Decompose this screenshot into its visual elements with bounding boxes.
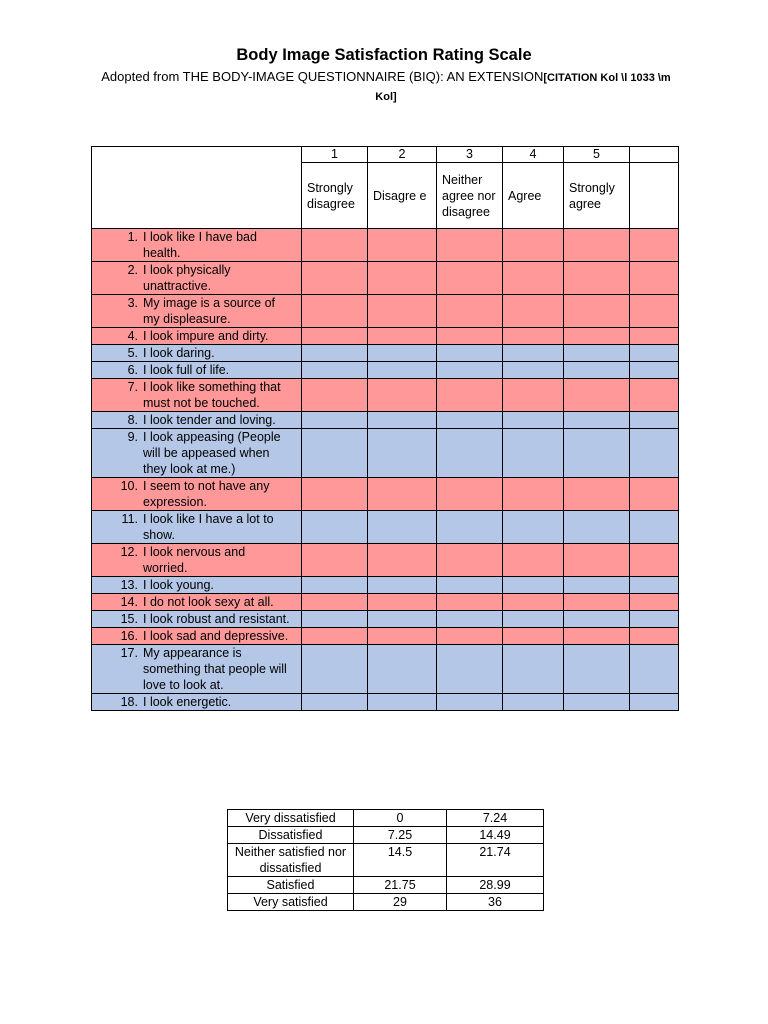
rating-response-cell[interactable]: [437, 295, 503, 328]
rating-item-cell: [92, 295, 302, 328]
rating-response-cell[interactable]: [503, 412, 564, 429]
rating-response-cell[interactable]: [503, 379, 564, 412]
header-number: 1: [302, 147, 368, 163]
rating-response-cell[interactable]: [302, 412, 368, 429]
rating-response-cell[interactable]: [630, 362, 679, 379]
scale-max-cell: 36: [447, 894, 544, 911]
rating-item-row: [92, 412, 679, 429]
rating-response-cell[interactable]: [368, 412, 437, 429]
rating-response-cell[interactable]: [564, 379, 630, 412]
rating-response-cell[interactable]: [503, 478, 564, 511]
item-text: My appearance is something that people will love to look at.: [143, 646, 287, 692]
rating-response-cell[interactable]: [503, 577, 564, 594]
rating-response-cell[interactable]: [302, 328, 368, 345]
rating-response-cell[interactable]: [503, 594, 564, 611]
rating-response-cell[interactable]: [630, 379, 679, 412]
rating-response-cell[interactable]: [302, 345, 368, 362]
rating-response-cell[interactable]: [437, 478, 503, 511]
rating-response-cell[interactable]: [368, 379, 437, 412]
rating-response-cell[interactable]: [368, 262, 437, 295]
rating-response-cell[interactable]: [302, 694, 368, 711]
rating-response-cell[interactable]: [630, 328, 679, 345]
rating-response-cell[interactable]: [368, 594, 437, 611]
rating-response-cell[interactable]: [503, 645, 564, 694]
rating-response-cell[interactable]: [437, 511, 503, 544]
rating-response-cell[interactable]: [437, 362, 503, 379]
item-text: I do not look sexy at all.: [143, 595, 274, 609]
rating-response-cell[interactable]: [437, 645, 503, 694]
rating-item-cell: [92, 229, 302, 262]
header-label: Disagre e: [368, 163, 437, 229]
rating-response-cell[interactable]: [302, 544, 368, 577]
rating-item-row: [92, 379, 679, 412]
rating-response-cell[interactable]: [302, 295, 368, 328]
rating-response-cell[interactable]: [368, 362, 437, 379]
scale-category-cell: Very dissatisfied: [228, 810, 354, 827]
rating-response-cell[interactable]: [368, 628, 437, 645]
rating-response-cell[interactable]: [368, 577, 437, 594]
rating-item-row: [92, 362, 679, 379]
rating-response-cell[interactable]: [302, 577, 368, 594]
item-number: 18.: [120, 695, 138, 709]
item-text: I look appeasing (People will be appeased when they look at me.): [143, 430, 281, 476]
rating-item-cell: [92, 429, 302, 478]
item-text: I look sad and depressive.: [143, 629, 289, 643]
header-label: Strongly disagree: [302, 163, 368, 229]
header-label: Agree: [503, 163, 564, 229]
rating-item-row: [92, 478, 679, 511]
item-text: I look energetic.: [143, 695, 232, 709]
rating-item-cell: [92, 628, 302, 645]
rating-response-cell[interactable]: [437, 412, 503, 429]
page-subtitle: [96, 68, 676, 106]
scale-max-cell: 14.49: [447, 827, 544, 844]
scale-min-cell: 29: [354, 894, 447, 911]
rating-response-cell[interactable]: [368, 544, 437, 577]
scale-max-cell: 21.74: [447, 844, 544, 877]
rating-response-cell[interactable]: [564, 645, 630, 694]
rating-response-cell[interactable]: [437, 594, 503, 611]
rating-response-cell[interactable]: [564, 511, 630, 544]
rating-response-cell[interactable]: [630, 594, 679, 611]
item-number: 5.: [127, 346, 138, 360]
rating-response-cell[interactable]: [368, 611, 437, 628]
rating-response-cell[interactable]: [503, 628, 564, 645]
rating-response-cell[interactable]: [630, 229, 679, 262]
item-text: I look nervous and worried.: [143, 545, 246, 575]
item-text: I look daring.: [143, 346, 215, 360]
item-number: 13.: [120, 578, 138, 592]
rating-item-row: [92, 511, 679, 544]
item-number: 1.: [127, 230, 138, 244]
rating-response-cell[interactable]: [630, 577, 679, 594]
scale-category-cell: Neither satisfied nor dissatisfied: [228, 844, 354, 877]
scale-category-cell: Dissatisfied: [228, 827, 354, 844]
item-number: 10.: [120, 479, 138, 493]
rating-response-cell[interactable]: [437, 328, 503, 345]
rating-response-cell[interactable]: [302, 229, 368, 262]
rating-response-cell[interactable]: [437, 229, 503, 262]
rating-response-cell[interactable]: [368, 295, 437, 328]
item-text: My image is a source of my displeasure.: [143, 296, 275, 326]
rating-response-cell[interactable]: [564, 362, 630, 379]
rating-item-row: [92, 694, 679, 711]
rating-item-row: [92, 645, 679, 694]
rating-item-cell: [92, 379, 302, 412]
scale-category-cell: Very satisfied: [228, 894, 354, 911]
rating-response-cell[interactable]: [564, 594, 630, 611]
scale-category-cell: Satisfied: [228, 877, 354, 894]
scale-row: [228, 894, 544, 911]
rating-response-cell[interactable]: [437, 611, 503, 628]
rating-response-cell[interactable]: [302, 262, 368, 295]
rating-response-cell[interactable]: [437, 345, 503, 362]
rating-response-cell[interactable]: [302, 379, 368, 412]
rating-response-cell[interactable]: [437, 262, 503, 295]
rating-response-cell[interactable]: [368, 694, 437, 711]
rating-item-cell: [92, 694, 302, 711]
item-number: 12.: [120, 545, 138, 559]
rating-item-row: [92, 262, 679, 295]
citation-field: [CITATION Kol \l 1033 \m Kol]: [375, 72, 671, 103]
header-number: 5: [564, 147, 630, 163]
rating-item-row: [92, 577, 679, 594]
rating-response-cell[interactable]: [302, 478, 368, 511]
rating-response-cell[interactable]: [302, 511, 368, 544]
rating-response-cell[interactable]: [368, 229, 437, 262]
rating-response-cell[interactable]: [503, 295, 564, 328]
rating-response-cell[interactable]: [368, 511, 437, 544]
rating-response-cell[interactable]: [503, 328, 564, 345]
rating-response-cell[interactable]: [503, 694, 564, 711]
rating-response-cell[interactable]: [630, 262, 679, 295]
rating-response-cell[interactable]: [503, 511, 564, 544]
rating-response-cell[interactable]: [302, 594, 368, 611]
rating-response-cell[interactable]: [437, 544, 503, 577]
satisfaction-scale-table: [227, 809, 544, 911]
rating-response-cell[interactable]: [630, 628, 679, 645]
rating-response-cell[interactable]: [503, 345, 564, 362]
scale-row: [228, 877, 544, 894]
rating-table: [91, 146, 679, 711]
item-text: I look like I have bad health.: [143, 230, 257, 260]
rating-item-row: [92, 328, 679, 345]
rating-response-cell[interactable]: [564, 328, 630, 345]
rating-response-cell[interactable]: [368, 328, 437, 345]
rating-item-cell: [92, 544, 302, 577]
scale-min-cell: 0: [354, 810, 447, 827]
rating-response-cell[interactable]: [564, 577, 630, 594]
rating-item-row: [92, 611, 679, 628]
rating-response-cell[interactable]: [302, 362, 368, 379]
scale-row: [228, 827, 544, 844]
scale-row: [228, 810, 544, 827]
item-text: I look young.: [143, 578, 214, 592]
rating-response-cell[interactable]: [564, 262, 630, 295]
rating-response-cell[interactable]: [630, 295, 679, 328]
rating-item-row: [92, 429, 679, 478]
rating-item-cell: [92, 412, 302, 429]
rating-item-cell: [92, 262, 302, 295]
item-number: 2.: [127, 263, 138, 277]
rating-response-cell[interactable]: [302, 645, 368, 694]
item-text: I look robust and resistant.: [143, 612, 290, 626]
rating-item-row: [92, 345, 679, 362]
header-number: 2: [368, 147, 437, 163]
rating-item-cell: [92, 478, 302, 511]
rating-item-row: [92, 544, 679, 577]
rating-response-cell[interactable]: [302, 628, 368, 645]
rating-response-cell[interactable]: [437, 628, 503, 645]
rating-response-cell[interactable]: [564, 345, 630, 362]
rating-response-cell[interactable]: [630, 412, 679, 429]
rating-response-cell[interactable]: [503, 611, 564, 628]
rating-response-cell[interactable]: [564, 628, 630, 645]
rating-item-cell: [92, 611, 302, 628]
rating-response-cell[interactable]: [630, 544, 679, 577]
rating-response-cell[interactable]: [302, 611, 368, 628]
rating-response-cell[interactable]: [564, 611, 630, 628]
item-text: I look tender and loving.: [143, 413, 276, 427]
rating-response-cell[interactable]: [368, 429, 437, 478]
scale-row: [228, 844, 544, 877]
rating-response-cell[interactable]: [564, 429, 630, 478]
rating-item-cell: [92, 362, 302, 379]
rating-response-cell[interactable]: [437, 694, 503, 711]
rating-item-cell: [92, 594, 302, 611]
item-number: 16.: [120, 629, 138, 643]
rating-response-cell[interactable]: [564, 412, 630, 429]
header-label: Strongly agree: [564, 163, 630, 229]
rating-item-cell: [92, 511, 302, 544]
subtitle-text: Adopted from THE BODY-IMAGE QUESTIONNAIRE (BIQ): AN EXTENSION: [101, 69, 544, 84]
scale-min-cell: 14.5: [354, 844, 447, 877]
header-number-row: [92, 147, 679, 163]
header-number: [630, 147, 679, 163]
rating-response-cell[interactable]: [437, 379, 503, 412]
scale-max-cell: 7.24: [447, 810, 544, 827]
page-title: Body Image Satisfaction Rating Scale: [236, 46, 532, 64]
rating-response-cell[interactable]: [302, 429, 368, 478]
item-number: 17.: [120, 646, 138, 660]
rating-response-cell[interactable]: [368, 645, 437, 694]
rating-response-cell[interactable]: [503, 544, 564, 577]
item-number: 6.: [127, 363, 138, 377]
rating-item-row: [92, 594, 679, 611]
rating-item-row: [92, 628, 679, 645]
item-text: I look like something that must not be touched.: [143, 380, 281, 410]
rating-response-cell[interactable]: [630, 611, 679, 628]
rating-response-cell[interactable]: [503, 262, 564, 295]
rating-response-cell[interactable]: [503, 429, 564, 478]
item-text: I seem to not have any expression.: [143, 479, 270, 509]
rating-response-cell[interactable]: [368, 345, 437, 362]
header-blank-cell: [92, 147, 302, 229]
rating-response-cell[interactable]: [630, 645, 679, 694]
rating-response-cell[interactable]: [437, 577, 503, 594]
item-number: 9.: [127, 430, 138, 444]
header-label: Neither agree nor disagree: [437, 163, 503, 229]
item-number: 15.: [120, 612, 138, 626]
header-number: 4: [503, 147, 564, 163]
rating-response-cell[interactable]: [503, 229, 564, 262]
rating-response-cell[interactable]: [630, 429, 679, 478]
rating-response-cell[interactable]: [564, 544, 630, 577]
rating-response-cell[interactable]: [630, 694, 679, 711]
rating-response-cell[interactable]: [564, 478, 630, 511]
scale-min-cell: 21.75: [354, 877, 447, 894]
header-label: [630, 163, 679, 229]
item-text: I look full of life.: [143, 363, 230, 377]
rating-item-row: [92, 229, 679, 262]
rating-response-cell[interactable]: [368, 478, 437, 511]
rating-response-cell[interactable]: [564, 229, 630, 262]
scale-max-cell: 28.99: [447, 877, 544, 894]
rating-response-cell[interactable]: [437, 429, 503, 478]
item-number: 11.: [121, 512, 138, 526]
rating-response-cell[interactable]: [564, 295, 630, 328]
item-number: 7.: [127, 380, 138, 394]
rating-item-cell: [92, 345, 302, 362]
item-text: I look like I have a lot to show.: [143, 512, 274, 542]
rating-item-cell: [92, 645, 302, 694]
item-number: 3.: [127, 296, 138, 310]
item-text: I look physically unattractive.: [143, 263, 231, 293]
item-number: 14.: [120, 595, 138, 609]
header-number: 3: [437, 147, 503, 163]
rating-response-cell[interactable]: [564, 694, 630, 711]
rating-response-cell[interactable]: [630, 478, 679, 511]
rating-item-cell: [92, 577, 302, 594]
rating-response-cell[interactable]: [630, 511, 679, 544]
item-number: 8.: [127, 413, 138, 427]
rating-item-cell: [92, 328, 302, 345]
scale-min-cell: 7.25: [354, 827, 447, 844]
rating-response-cell[interactable]: [630, 345, 679, 362]
item-text: I look impure and dirty.: [143, 329, 269, 343]
rating-response-cell[interactable]: [503, 362, 564, 379]
item-number: 4.: [127, 329, 138, 343]
rating-item-row: [92, 295, 679, 328]
